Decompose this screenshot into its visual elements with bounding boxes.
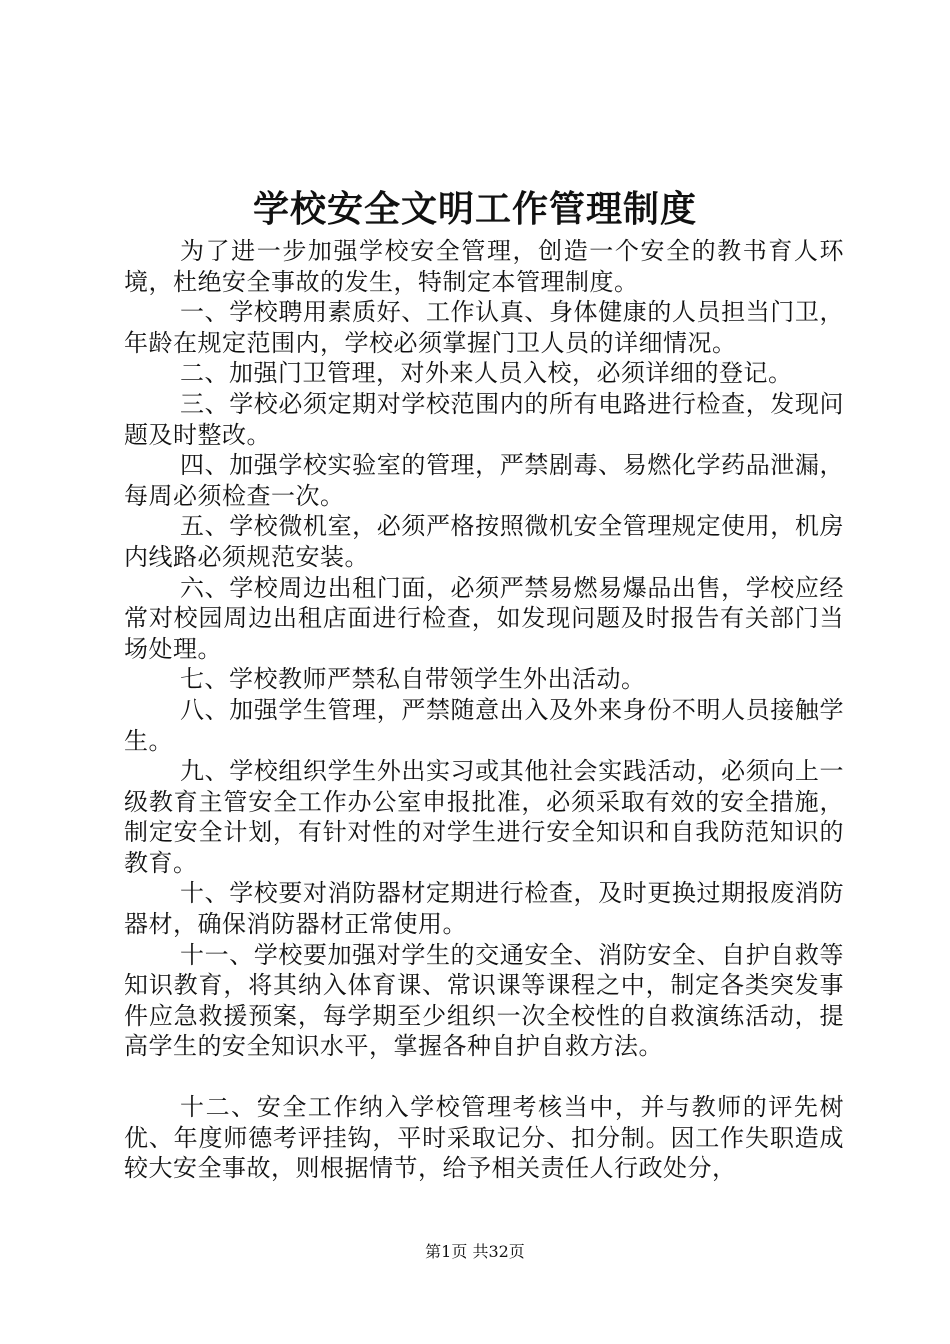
clause-10: 十、学校要对消防器材定期进行检查，及时更换过期报废消防器材，确保消防器材正常使用。	[124, 879, 844, 939]
clause-7: 七、学校教师严禁私自带领学生外出活动。	[180, 665, 646, 694]
clause-1: 一、学校聘用素质好、工作认真、身体健康的人员担当门卫，年龄在规定范围内，学校必须掌握门卫人员的详细情况。	[124, 298, 844, 357]
clause-2: 二、加强门卫管理，对外来人员入校，必须详细的登记。	[180, 359, 793, 388]
clause-11: 十一、学校要加强对学生的交通安全、消防安全、自护自救等知识教育，将其纳入体育课、常识课等课程之中，制定各类突发事件应急救援预案，每学期至少组织一次全校性的自救演练活动，提高学生的安全知识水平，掌握各种自护自救方法。	[124, 940, 844, 1061]
document-body	[124, 236, 844, 1184]
clause-8: 八、加强学生管理，严禁随意出入及外来身份不明人员接触学生。	[124, 695, 844, 755]
clause-5: 五、学校微机室，必须严格按照微机安全管理规定使用，机房内线路必须规范安装。	[124, 512, 844, 571]
intro-paragraph: 为了进一步加强学校安全管理，创造一个安全的教书育人环境，杜绝安全事故的发生，特制定本管理制度。	[124, 237, 844, 296]
clause-4: 四、加强学校实验室的管理，严禁剧毒、易燃化学药品泄漏，每周必须检查一次。	[124, 451, 844, 510]
page-number-footer: 第1页 共32页	[425, 1242, 525, 1261]
document-title: 学校安全文明工作管理制度	[252, 188, 697, 230]
clause-12: 十二、安全工作纳入学校管理考核当中，并与教师的评先树优、年度师德考评挂钩，平时采取记分、扣分制。因工作失职造成较大安全事故，则根据情节，给予相关责任人行政处分，	[124, 1093, 844, 1183]
clause-6: 六、学校周边出租门面，必须严禁易燃易爆品出售，学校应经常对校园周边出租店面进行检查，如发现问题及时报告有关部门当场处理。	[124, 573, 844, 663]
clause-9: 九、学校组织学生外出实习或其他社会实践活动，必须向上一级教育主管安全工作办公室申报批准，必须采取有效的安全措施，制定安全计划，有针对性的对学生进行安全知识和自我防范知识的教育。	[124, 757, 844, 877]
clause-3: 三、学校必须定期对学校范围内的所有电路进行检查，发现问题及时整改。	[124, 389, 844, 449]
